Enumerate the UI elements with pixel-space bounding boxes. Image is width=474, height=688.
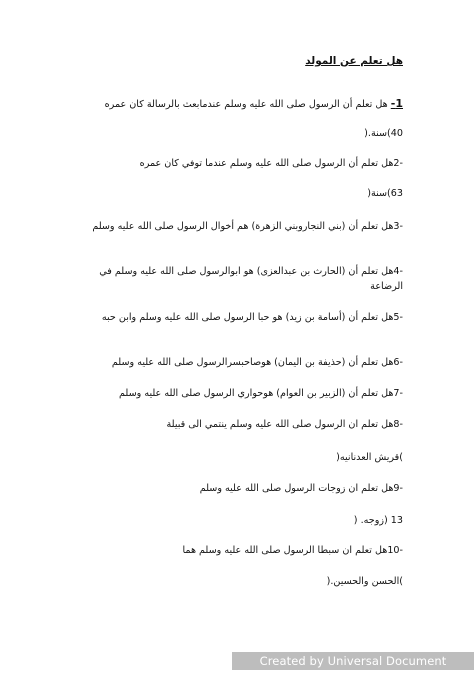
fact-line-9: -9هل تعلم ان زوجات الرسول صلى الله عليه وسلم — [199, 483, 403, 494]
fact-line-10: -10هل تعلم ان سبطا الرسول صلى الله عليه وسلم هما — [182, 545, 403, 556]
fact-answer-2: 63)سنة( — [367, 188, 403, 199]
item-number: 1- — [390, 97, 403, 110]
page-title: هل تعلم عن المولد — [305, 55, 403, 67]
fact-text: هل تعلم أن الرسول صلى الله عليه وسلم عندمابعث بالرسالة كان عمره — [104, 99, 391, 110]
fact-answer-8: )قريش العدنانيه( — [336, 452, 403, 463]
fact-line-6: -6هل تعلم أن (حذيفة بن اليمان) هوصاحبسرالرسول صلى الله عليه وسلم — [111, 357, 403, 368]
fact-line-3: -3هل تعلم أن (بني النجاروبني الزهرة) هم أخوال الرسول صلى الله عليه وسلم — [92, 221, 403, 232]
fact-line-1 — [73, 96, 403, 112]
fact-line-5: -5هل تعلم أن (أسامة بن زيد) هو حبا الرسول صلى الله عليه وسلم وابن حبه — [101, 312, 403, 323]
fact-line-7: -7هل تعلم أن (الزبير بن العوام) هوحواري الرسول صلى الله عليه وسلم — [119, 388, 403, 399]
converter-watermark: Created by Universal Document Converter — [232, 652, 474, 670]
fact-line-8: -8هل تعلم ان الرسول صلى الله عليه وسلم ينتمي الى قبيلة — [166, 419, 403, 430]
fact-line-2: -2هل تعلم أن الرسول صلى الله عليه وسلم عندما توفي كان عمره — [139, 158, 403, 169]
fact-answer-9: 13 (زوجه. ( — [353, 515, 403, 526]
fact-answer-10: )الحسن والحسين.( — [326, 576, 403, 587]
fact-line-4: -4هل تعلم أن (الحارث بن عبدالعزى) هو ابوالرسول صلى الله عليه وسلم في الرضاعة — [99, 266, 403, 292]
fact-answer-1: 40)سنة.( — [364, 128, 403, 139]
